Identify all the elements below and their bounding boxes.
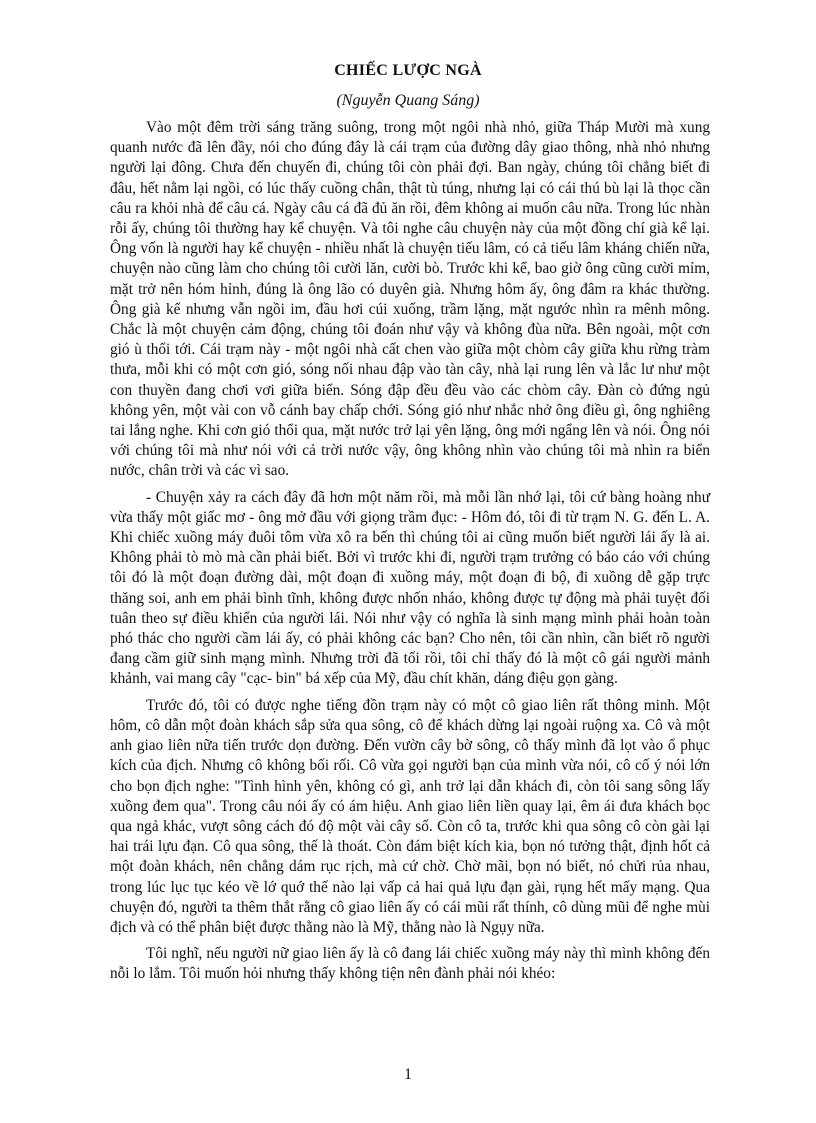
document-author: (Nguyễn Quang Sáng) — [336, 92, 480, 109]
document-body — [110, 118, 710, 991]
paragraph: Tôi nghĩ, nếu người nữ giao liên ấy là cô đang lái chiếc xuồng máy này thì mình không đến nỗi lo lắm. Tôi muốn hỏi nhưng thấy không tiện nên đành phải nói khéo: — [110, 945, 710, 983]
paragraph: Vào một đêm trời sáng trăng suông, trong một ngôi nhà nhỏ, giữa Tháp Mười mà xung quanh nước đã lên đầy, nói cho đúng đây là cái trạm của đường dây giao thông, nhà nhỏ nhưng người lại đông. Chưa đến chuyến đi, chúng tôi còn phải đợi. Ban ngày, chúng tôi chẳng biết đi đâu, hết nằm lại ngồi, có lúc thấy cuồng chân, thật tù túng, nhưng lại có cái thú bù lại là thọc cần câu ra khỏi nhà để câu cá. Ngày câu cá đã đủ ăn rồi, đêm không ai muốn câu nữa. Trong lúc nhàn rỗi ấy, chúng tôi thường hay kể chuyện. Và tôi nghe câu chuyện này của một đồng chí già kể lại. Ông vốn là người hay kể chuyện - nhiều nhất là chuyện tiếu lâm, có cả tiếu lâm kháng chiến nữa, chuyện nào cũng làm cho chúng tôi cười lăn, cười bò. Trước khi kể, bao giờ ông cũng cười mỉm, mặt trở nên hóm hỉnh, đúng là ông lão có duyên già. Nhưng hôm ấy, ông đâm ra khác thường. Ông già kể nhưng vẫn ngồi im, đầu hơi cúi xuống, trầm lặng, mặt ngước nhìn ra mênh mông. Chắc là một chuyện cảm động, chúng tôi đoán như vậy và không đùa nữa. Bên ngoài, một cơn gió ù thổi tới. Cái trạm này - một ngôi nhà cất chen vào giữa một chòm cây giữa khu rừng tràm thưa, mỗi khi có một cơn gió, sóng nối nhau đập vào tàn cây, nhà lại rung lên và lắc lư như một con thuyền đang chơi vơi giữa biển. Sóng đập đều đều vào các chòm cây. Đàn cò đứng ngủ không yên, một vài con vỗ cánh bay chấp chới. Sóng gió như nhắc nhở ông điều gì, ông nghiêng tai lắng nghe. Khi cơn gió thổi qua, mặt nước trở lại yên lặng, ông mới ngẩng lên và nói. Ông nói với chúng tôi mà như nói với cả trời nước vậy, ông không nhìn vào chúng tôi mà nhìn ra biển nước, chân trời và các vì sao. — [110, 119, 710, 480]
page-number: 1 — [404, 1066, 412, 1083]
paragraph: - Chuyện xảy ra cách đây đã hơn một năm rồi, mà mỗi lần nhớ lại, tôi cứ bàng hoàng như vừa thấy một giấc mơ - ông mở đầu với giọng trầm đục: - Hôm đó, tôi đi từ trạm N. G. đến L. A. Khi chiếc xuồng máy đuôi tôm vừa xô ra bến thì chúng tôi ai cũng muốn biết người lái ấy là ai. Không phải tò mò mà cần phải biết. Bởi vì trước khi đi, người trạm trưởng có báo cáo với chúng tôi đó là một đoạn đường dài, một đoạn đi xuồng máy, một đoạn đi bộ, đi xuồng dễ gặp trực thăng soi, anh em phải bình tĩnh, không được nhốn nháo, không được tự động mà phải tuyệt đối tuân theo sự điều khiển của người lái. Nói như vậy có nghĩa là sinh mạng mình phải hoàn toàn phó thác cho người cầm lái ấy, có phải không các bạn? Cho nên, tôi cần nhìn, cần biết rõ người đang cầm giữ sinh mạng mình. Nhưng trời đã tối rồi, tôi chỉ thấy đó là một cô gái người mảnh khảnh, vai mang cây "cạc- bin" bá xếp của Mỹ, đầu chít khăn, dáng điệu gọn gàng. — [110, 488, 710, 688]
paragraph: Trước đó, tôi có được nghe tiếng đồn trạm này có một cô giao liên rất thông minh. Một hôm, cô dẫn một đoàn khách sắp sửa qua sông, cô để khách dừng lại ngoài ruộng xa. Cô và một anh giao liên nữa tiến trước dọn đường. Đến vườn cây bờ sông, cô thấy mình đã lọt vào ổ phục kích của địch. Nhưng cô không bối rối. Cô vừa gọi người bạn của mình vừa nói, cô cố ý nói lớn cho bọn địch nghe: "Tình hình yên, không có gì, anh trở lại dẫn khách đi, còn tôi sang sông lấy xuồng đem qua". Trong câu nói ấy có ám hiệu. Anh giao liên liền quay lại, êm ái đưa khách bọc qua ngả khác, vượt sông cách đó độ một vài cây số. Còn cô ta, trước khi qua sông cô còn gài lại hai trái lựu đạn. Cô qua sông, thế là thoát. Còn đám biệt kích kia, bọn nó tưởng thật, định hốt cả một đoàn khách, nên chẳng dám rục rịch, mà cứ chờ. Chờ mãi, bọn nó biết, nó chửi rủa nhau, trong lúc lục tục kéo về lớ quớ thế nào lại vấp cả hai quả lựu đạn gài, rụng hết mấy mạng. Qua chuyện đó, người ta thêm thắt rằng cô giao liên ấy có cái mũi rất thính, cô dùng mũi để nghe mùi địch và có thể phân biệt được thằng nào là Mỹ, thằng nào là Ngụy nữa. — [110, 696, 710, 936]
document-title: CHIẾC LƯỢC NGÀ — [334, 62, 482, 79]
